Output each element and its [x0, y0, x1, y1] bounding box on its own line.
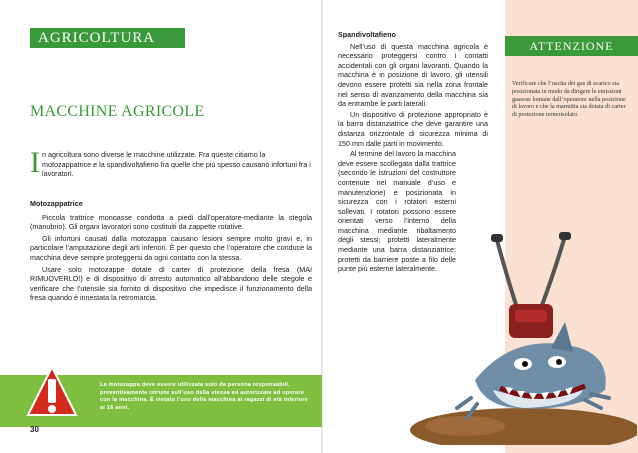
intro-dropcap: I: [30, 146, 40, 179]
body-paragraph: Gli infortuni causati dalla motozappa causano lesioni sempre molto gravi e, in particolare l’amputazione degli arti inferiori. È per questo che l’operatore che conduce la macchina deve sempre proteggersi da ogni contatto con la stessa.: [30, 233, 312, 262]
body-paragraph: Al termine del lavoro la macchina deve essere scollegata dalla trattrice (secondo le istruzioni del costruttore contenute nel manuale d’uso e manutenzione) e posizionata in sicurezza con i rotatori esterni sollevati. I rotatori possono essere orientati verso l’interno della macchina mediante ribaltamento degli stessi; protetti lateralmente mediante una barra distanziatrice; protetti da barriere poste a filo delle punte più esterne lateralmente.: [338, 149, 456, 274]
body-paragraph: Piccola trattrice monoasse condotta a piedi dall’operatore-mediante la stegola (manubrio). Gli organi lavoratori sono costituiti da zappette rotative.: [30, 212, 312, 232]
warning-exclamation-icon: [26, 365, 78, 421]
warning-text: La motozappa deve essere utilizzata solo da persona responsabili, preventivamente istruite sull’uso della stessa ed autorizzate ad operare con la macchina. È vietato l’uso della macchina ai ragazzi di età inferiore ai 16 anni.: [100, 382, 309, 411]
spandivoltafieno-heading: Spandivoltafieno: [338, 30, 396, 39]
motozappatrice-section: [30, 199, 312, 305]
body-paragraph: Nell’uso di questa macchina agricola è necessario proteggersi contro i contatti accidentali con gli organi lavoranti. Quando la macchina è in posizione di lavoro, gli utensili devono essere protetti sia nella zona frontale nel senso di avanzamento della macchina sia da entrambe le parti laterali.: [338, 41, 488, 109]
page-number: 30: [30, 425, 39, 434]
motozappatrice-heading: Motozappatrice: [30, 199, 83, 208]
intro-paragraph: [30, 146, 312, 179]
attention-text: Verificare che l’uscita dei gas di scarico sia posizionata in modo da dirigere le emissioni gassose lontane dall’operatore nella posizione di lavoro e che la marmitta sia dotata di carter di protezione termoisolato.: [512, 80, 626, 119]
shark-tiller-illustration: [405, 230, 637, 445]
attention-header: ATTENZIONE: [505, 36, 638, 56]
body-paragraph: Usare solo motozappe dotate di carter di protezione della fresa (MAI RIMUOVERLO!) e di dispositivo di arresto automatico all’abbandono delle stegole e verificare che l’utensile sia fornito di dispositivo che impedisce il funzionamento della fresa quando è innestata la retromarcia.: [30, 264, 312, 303]
section-header: AGRICOLTURA: [30, 28, 185, 48]
body-paragraph: Un dispositivo di protezione appropriato è la barra distanziatrice che deve garantire una distanza orizzontale di sicurezza minima di 150 mm dalle parti in movimento.: [338, 109, 488, 148]
page-title: MACCHINE AGRICOLE: [30, 103, 205, 120]
intro-text: n agricoltura sono diverse le macchine utilizzate. Fra queste citiamo la motozappatrice e la spandivoltafieno fra quelle che più spesso causano infortuni fra i lavoratori.: [42, 150, 311, 179]
